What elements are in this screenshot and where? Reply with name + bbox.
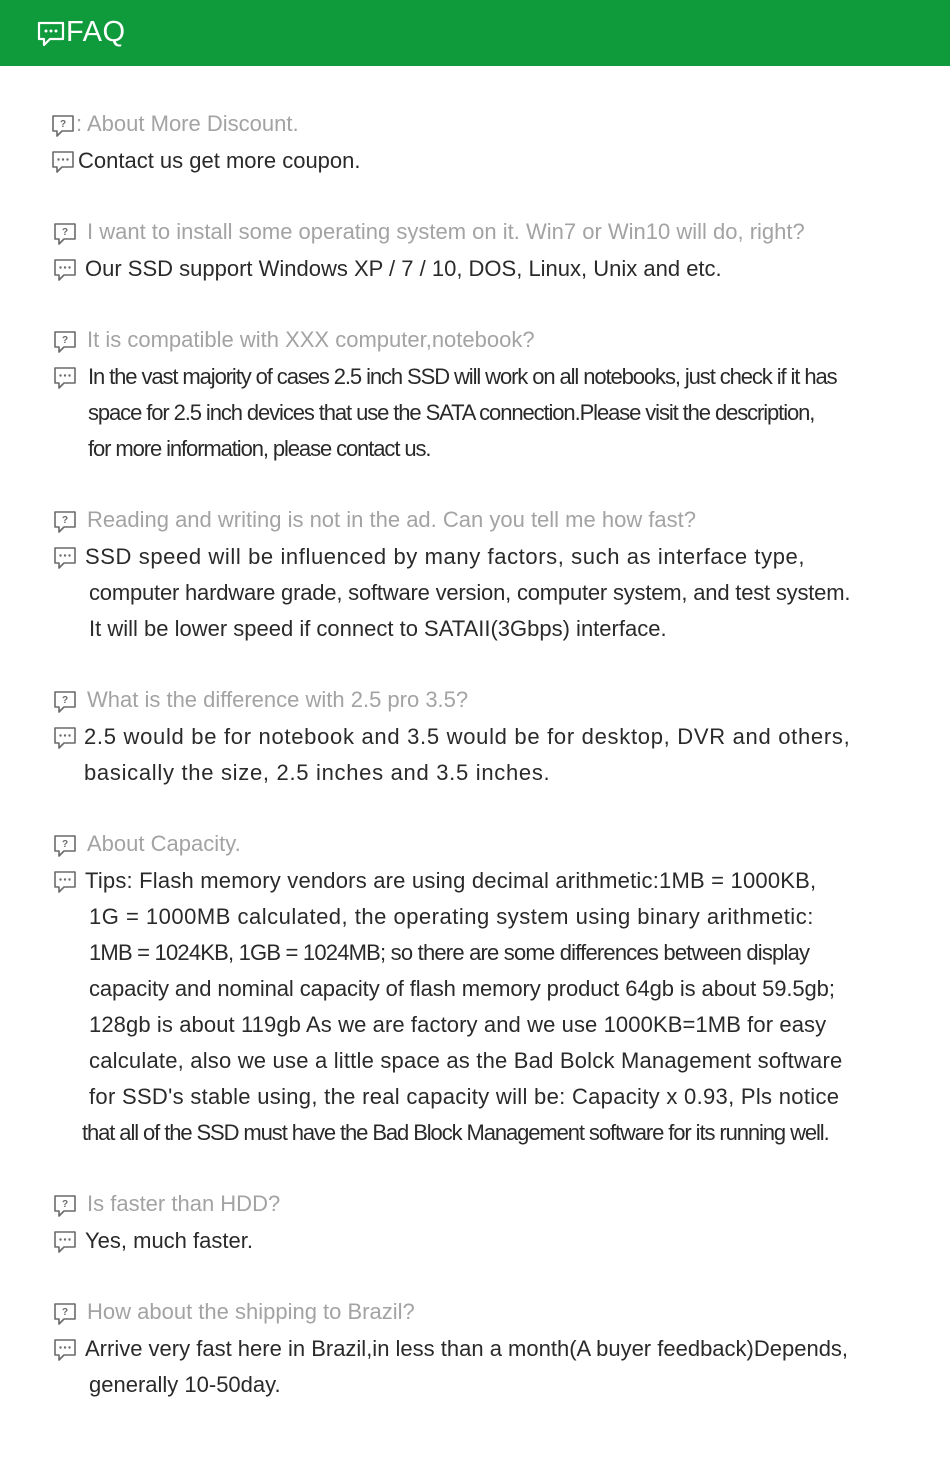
faq-question: About Capacity. (87, 831, 241, 856)
answer-bubble-icon (53, 1230, 77, 1254)
page-title: FAQ (66, 16, 126, 48)
faq-answer-line: In the vast majority of cases 2.5 inch SSD will work on all notebooks, just check if it has (88, 364, 837, 389)
faq-header (0, 0, 950, 66)
faq-answer-line: 128gb is about 119gb As we are factory and we use 1000KB=1MB for easy (89, 1012, 827, 1037)
faq-answer-line: 1MB = 1024KB, 1GB = 1024MB; so there are some differences between display (89, 940, 810, 965)
faq-answer-line: capacity and nominal capacity of flash memory product 64gb is about 59.5gb; (89, 976, 835, 1001)
svg-text:?: ? (61, 1199, 69, 1210)
answer-bubble-icon (53, 366, 77, 390)
faq-question: How about the shipping to Brazil? (87, 1299, 415, 1324)
svg-text:?: ? (61, 335, 69, 346)
question-bubble-icon (53, 330, 77, 354)
faq-question: It is compatible with XXX computer,notebook? (87, 327, 535, 352)
faq-question: What is the difference with 2.5 pro 3.5? (87, 687, 469, 712)
faq-question: Is faster than HDD? (87, 1191, 281, 1216)
faq-question: : About More Discount. (76, 111, 299, 136)
svg-text:?: ? (61, 1307, 69, 1318)
svg-text:?: ? (61, 839, 69, 850)
faq-question: Reading and writing is not in the ad. Can you tell me how fast? (87, 507, 697, 532)
answer-bubble-icon (53, 1338, 77, 1362)
question-bubble-icon (51, 114, 75, 138)
svg-text:?: ? (61, 227, 69, 238)
question-bubble-icon (53, 834, 77, 858)
faq-answer-line: 2.5 would be for notebook and 3.5 would be for desktop, DVR and others, (84, 724, 851, 749)
question-bubble-icon (53, 510, 77, 534)
faq-answer-line: generally 10-50day. (89, 1372, 281, 1397)
faq-answer-line: calculate, also we use a little space as the Bad Bolck Management software (89, 1048, 843, 1073)
answer-bubble-icon (53, 870, 77, 894)
faq-answer-line: Yes, much faster. (85, 1228, 253, 1253)
faq-answer-line: It will be lower speed if connect to SATAII(3Gbps) interface. (89, 616, 667, 641)
question-bubble-icon (53, 222, 77, 246)
faq-answer-line: computer hardware grade, software version, computer system, and test system. (89, 580, 851, 605)
faq-answer-line: 1G = 1000MB calculated, the operating system using binary arithmetic: (89, 904, 814, 929)
svg-text:?: ? (61, 695, 69, 706)
answer-bubble-icon (53, 726, 77, 750)
question-bubble-icon (53, 1302, 77, 1326)
faq-answer-line: that all of the SSD must have the Bad Block Management software for its running well. (82, 1120, 829, 1145)
faq-answer-line: for SSD's stable using, the real capacity will be: Capacity x 0.93, Pls notice (89, 1084, 840, 1109)
svg-text:?: ? (61, 515, 69, 526)
question-bubble-icon (53, 690, 77, 714)
faq-answer-line: Arrive very fast here in Brazil,in less than a month(A buyer feedback)Depends, (85, 1336, 849, 1361)
svg-text:?: ? (59, 119, 67, 130)
faq-answer-line: Contact us get more coupon. (78, 148, 361, 173)
answer-bubble-icon (53, 546, 77, 570)
faq-answer-line: Our SSD support Windows XP / 7 / 10, DOS, Linux, Unix and etc. (85, 256, 722, 281)
message-bubble-icon (36, 20, 66, 48)
faq-answer-line: Tips: Flash memory vendors are using decimal arithmetic:1MB = 1000KB, (85, 868, 817, 893)
faq-answer-line: SSD speed will be influenced by many factors, such as interface type, (85, 544, 806, 569)
answer-bubble-icon (51, 150, 75, 174)
answer-bubble-icon (53, 258, 77, 282)
faq-answer-line: basically the size, 2.5 inches and 3.5 inches. (84, 760, 551, 785)
faq-answer-line: space for 2.5 inch devices that use the SATA connection.Please visit the description, (88, 400, 815, 425)
faq-question: I want to install some operating system on it. Win7 or Win10 will do, right? (87, 219, 805, 244)
question-bubble-icon (53, 1194, 77, 1218)
faq-answer-line: for more information, please contact us. (88, 436, 431, 461)
